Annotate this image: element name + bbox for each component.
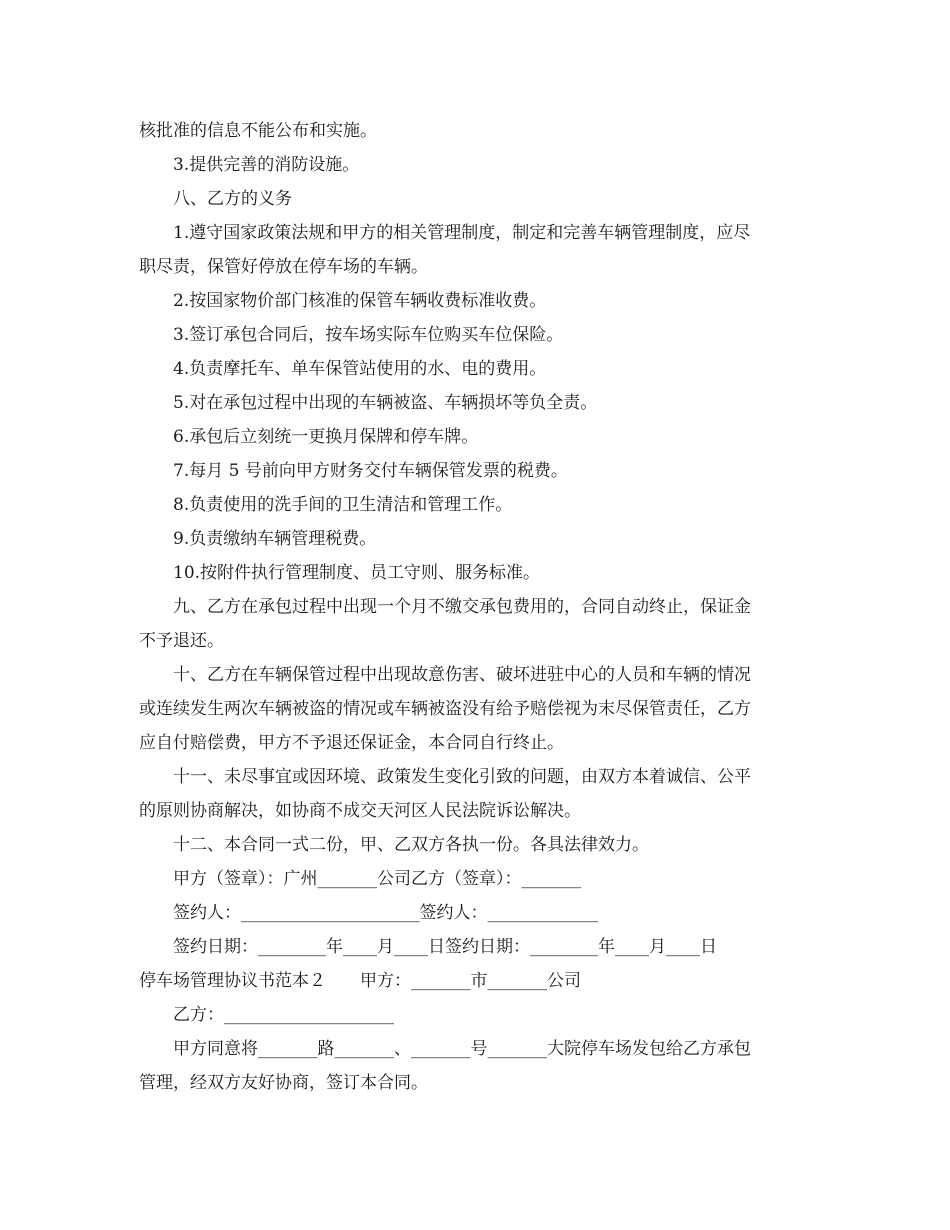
text-line: 5.对在承包过程中出现的车辆被盗、车辆损坏等负全责。	[173, 393, 598, 413]
text-line: 9.负责缴纳车辆管理税费。	[173, 529, 377, 549]
text-line: 十、乙方在车辆保管过程中出现故意伤害、破坏进驻中心的人员和车辆的情况	[173, 665, 751, 685]
text-line: 职尽责，保管好停放在停车场的车辆。	[139, 257, 428, 277]
text-line: 3.签订承包合同后，按车场实际车位购买车位保险。	[173, 325, 564, 345]
signature-line: 签约人：_____________________签约人：_____________	[173, 903, 598, 923]
text-line: 3.提供完善的消防设施。	[173, 155, 360, 175]
text-line: 6.承包后立刻统一更换月保牌和停车牌。	[173, 427, 479, 447]
text-line: 十二、本合同一式二份，甲、乙双方各执一份。各具法律效力。	[173, 835, 649, 855]
text-line: 九、乙方在承包过程中出现一个月不缴交承包费用的，合同自动终止，保证金	[173, 597, 751, 617]
section-heading: 八、乙方的义务	[173, 189, 292, 209]
text-line: 10.按附件执行管理制度、员工守则、服务标准。	[173, 563, 541, 583]
text-line: 管理，经双方友好协商，签订本合同。	[139, 1073, 428, 1093]
date-line: 签约日期：________年____月____日签约日期：________年____月____日	[173, 937, 717, 957]
text-line: 或连续发生两次车辆被盗的情况或车辆被盗没有给予赔偿视为末尽保管责任，乙方	[139, 699, 751, 719]
text-line: 核批准的信息不能公布和实施。	[139, 121, 377, 141]
text-line: 8.负责使用的洗手间的卫生清洁和管理工作。	[173, 495, 513, 515]
text-line: 7.每月 5 号前向甲方财务交付车辆保管发票的税费。	[173, 461, 568, 481]
text-line: 2.按国家物价部门核准的保管车辆收费标准收费。	[173, 291, 547, 311]
document-body	[139, 114, 819, 1100]
text-line: 的原则协商解决，如协商不成交天河区人民法院诉讼解决。	[139, 801, 581, 821]
signature-line: 乙方：____________________	[173, 1005, 394, 1025]
text-line: 应自付赔偿费，甲方不予退还保证金，本合同自行终止。	[139, 733, 564, 753]
section-title: 停车场管理协议书范本２ 甲方：_______市_______公司	[139, 971, 581, 991]
text-line: 十一、未尽事宜或因环境、政策发生变化引致的问题，由双方本着诚信、公平	[173, 767, 751, 787]
text-line: 甲方同意将_______路_______、_______号_______大院停车场发包给乙方承包	[173, 1039, 751, 1059]
text-line: 不予退还。	[139, 631, 224, 651]
text-line: 1.遵守国家政策法规和甲方的相关管理制度，制定和完善车辆管理制度，应尽	[173, 223, 751, 243]
signature-line: 甲方（签章）：广州_______公司乙方（签章）：_______	[173, 869, 581, 889]
text-line: 4.负责摩托车、单车保管站使用的水、电的费用。	[173, 359, 547, 379]
